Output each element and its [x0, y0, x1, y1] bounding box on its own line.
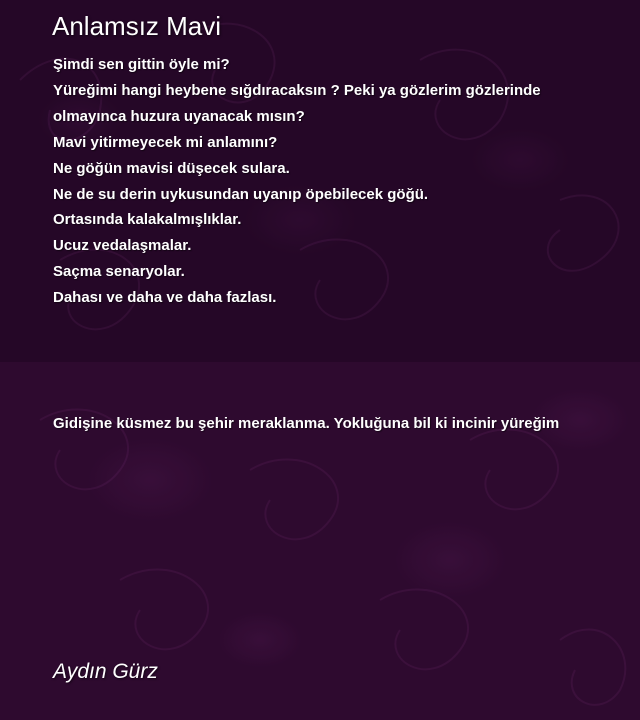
- poem-title: Anlamsız Mavi: [52, 11, 222, 41]
- poem-line: Şimdi sen gittin öyle mi?: [53, 56, 230, 73]
- poem-line: Ucuz vedalaşmalar.: [53, 237, 192, 255]
- poem-line: olmayınca huzura uyanacak mısın?: [53, 107, 305, 125]
- featured-quote: Gidişine küsmez bu şehir meraklanma. Yokluğuna bil ki incinir yüreğim: [53, 415, 560, 432]
- poem-line: Dahası ve daha ve daha fazlası.: [53, 289, 277, 307]
- poem-line: Ortasında kalakalmışlıklar.: [53, 211, 242, 229]
- poem-line: Yüreğimi hangi heybene sığdıracaksın ? Peki ya gözlerim gözlerinde: [53, 81, 541, 99]
- poem-lines: [53, 52, 613, 311]
- poem-line: Saçma senaryolar.: [53, 263, 185, 281]
- poem-line: Mavi yitirmeyecek mi anlamını?: [53, 133, 278, 151]
- poem-author: Aydın Gürz: [53, 660, 158, 683]
- poem-line: Ne göğün mavisi düşecek sulara.: [53, 159, 290, 177]
- poem-line: Ne de su derin uykusundan uyanıp öpebilecek göğü.: [53, 185, 429, 203]
